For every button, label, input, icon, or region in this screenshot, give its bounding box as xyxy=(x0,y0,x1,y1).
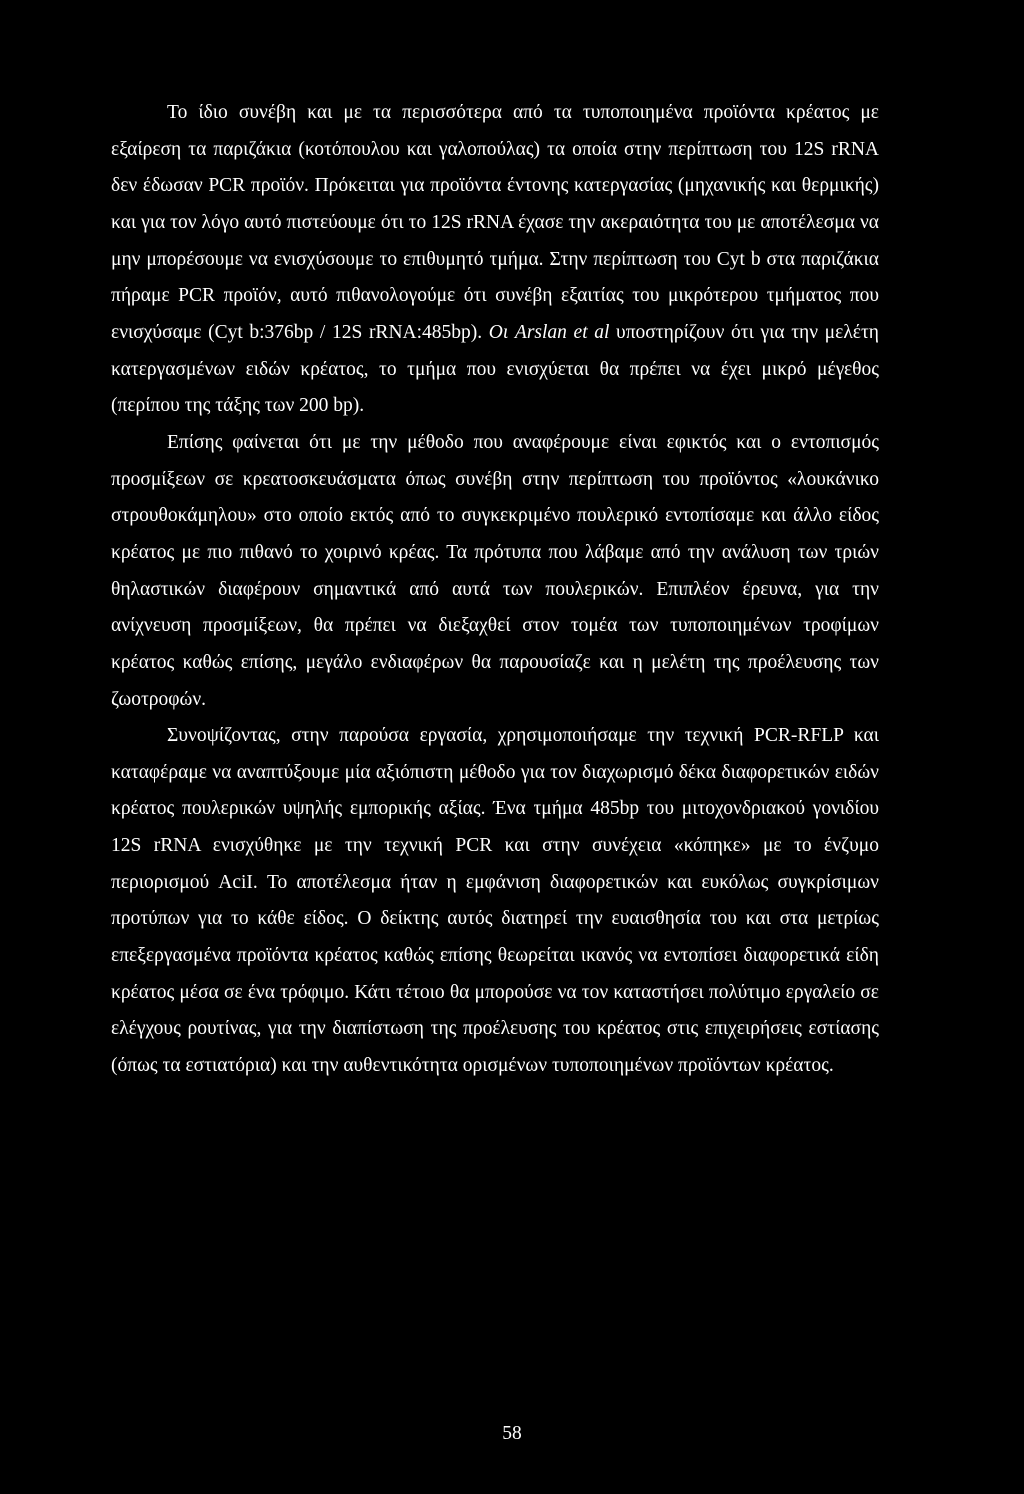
citation-arslan: Οι Arslan et al xyxy=(488,321,617,343)
paragraph-3 xyxy=(111,718,879,1085)
paragraph-1-text: Το ίδιο συνέβη και με τα περισσότερα από τα τυποποιημένα προϊόντα κρέατος με εξαίρεση τα παριζάκια (κοτόπουλου και γαλοπούλας) τα οποία στην περίπτωση του 12S rRNA δεν έδωσαν PCR προϊόν. Πρόκειται για προϊόντα έντονης κατεργασίας (μηχανικής και θερμικής) και για τον λόγο αυτό πιστεύουμε ότι το 12S rRNA έχασε την ακεραιότητα του με αποτέλεσμα να μην μπορέσουμε να ενισχύσουμε το επιθυμητό τμήμα. Στην περίπτωση του Cyt b στα παριζάκια πήραμε PCR προϊόν, αυτό πιθανολογούμε ότι συνέβη εξαιτίας του μικρότερου τμήματος που ενισχύσαμε (Cyt b:376bp / 12S rRNA:485bp). xyxy=(111,102,879,343)
paragraph-1 xyxy=(111,95,879,425)
paragraph-2 xyxy=(111,425,879,718)
paragraph-2-text: Επίσης φαίνεται ότι με την μέθοδο που αναφέρουμε είναι εφικτός και ο εντοπισμός προσμίξεων σε κρεατοσκευάσματα όπως συνέβη στην περίπτωση του προϊόντος «λουκάνικο στρουθοκάμηλου» στο οποίο εκτός από το συγκεκριμένο πουλερικό εντοπίσαμε και άλλο είδος κρέατος με πιο πιθανό το χοιρινό κρέας. Τα πρότυπα που λάβαμε από την ανάλυση των τριών θηλαστικών διαφέρουν σημαντικά από αυτά των πουλερικών. Επιπλέον έρευνα, για την ανίχνευση προσμίξεων, θα πρέπει να διεξαχθεί στον τομέα των τυποποιημένων τροφίμων κρέατος καθώς επίσης, μεγάλο ενδιαφέρων θα παρουσίαζε και η μελέτη της προέλευσης των ζωοτροφών. xyxy=(111,431,879,710)
paragraph-1-text-continued: υποστηρίζουν ότι για την μελέτη κατεργασμένων ειδών κρέατος, το τμήμα που ενισχύεται θα πρέπει να έχει μικρό μέγεθος (περίπου της τάξης των 200 bp). xyxy=(111,321,879,417)
paragraph-3-text: Συνοψίζοντας, στην παρούσα εργασία, χρησιμοποιήσαμε την τεχνική PCR-RFLP και καταφέραμε να αναπτύξουμε μία αξιόπιστη μέθοδο για τον διαχωρισμό δέκα διαφορετικών ειδών κρέατος πουλερικών υψηλής εμπορικής αξίας. Ένα τμήμα 485bp του μιτοχονδριακού γονιδίου 12S rRNA ενισχύθηκε με την τεχνική PCR και στην συνέχεια «κόπηκε» με το ένζυμο περιορισμού AciI. Το αποτέλεσμα ήταν η εμφάνιση διαφορετικών και ευκόλως συγκρίσιμων προτύπων για το κάθε είδος. Ο δείκτης αυτός διατηρεί την ευαισθησία του και στα μετρίως επεξεργασμένα προϊόντα κρέατος καθώς επίσης θεωρείται ικανός να εντοπίσει διαφορετικά είδη κρέατος μέσα σε ένα τρόφιμο. Κάτι τέτοιο θα μπορούσε να τον καταστήσει πολύτιμο εργαλείο σε ελέγχους ρουτίνας, για την διαπίστωση της προέλευσης του κρέατος στις επιχειρήσεις εστίασης (όπως τα εστιατόρια) και την αυθεντικότητα ορισμένων τυποποιημένων προϊόντων κρέατος. xyxy=(111,725,879,1077)
page-number: 58 xyxy=(502,1423,522,1444)
body-text xyxy=(111,95,879,1085)
